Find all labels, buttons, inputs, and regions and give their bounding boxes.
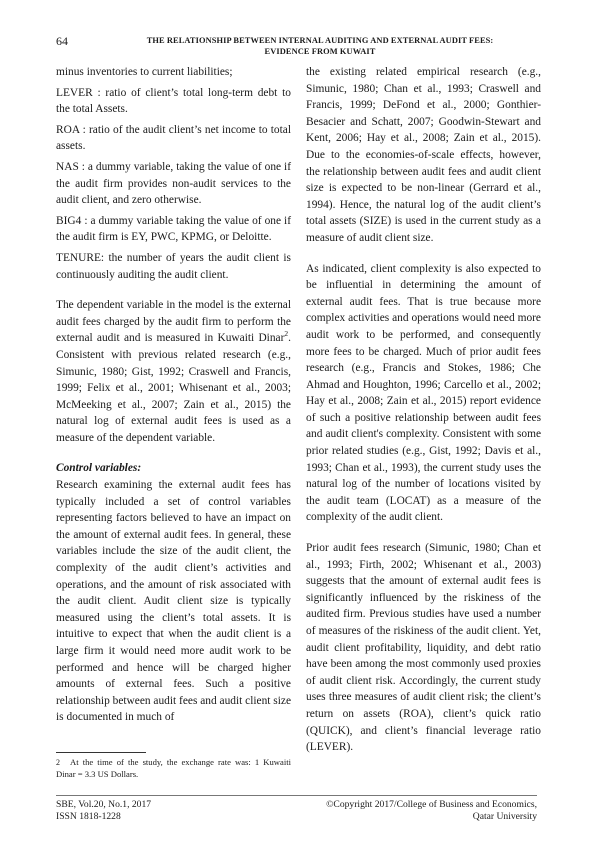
right-column: [306, 64, 541, 756]
paragraph-text: The dependent variable in the model is the external audit fees charged by the audit firm to perform the external audit and is measured in Kuwaiti Dinar: [56, 299, 291, 345]
footnote: [56, 757, 291, 780]
paragraph: the existing related empirical research (e.g., Simunic, 1980; Chan et al., 1993; Craswell and Francis, 1999; DeFond et al., 2000; Gonthier-Besacier and Schatt, 2007; Goodwin-Stewart and Kent, 2006; Hay et al., 2008; Zain et al., 2015). Due to the economies-of-scale effects, however, the relationship between audit fees and audit client size is expected to be non-linear (Gerrard et al., 1994). Hence, the natural log of the audit client’s total assets (SIZE) is used in the current study as a measure of audit client size.: [306, 66, 541, 244]
paragraph: As indicated, client complexity is also expected to be influential in determining the amount of external audit fees. That is true because more complex activities and operations would need more audit work to be performed, and consequently more fees to be charged. Much of prior audit fees research (e.g., Francis and Stokes, 1986; Che Ahmad and Houghton, 1996; Carcello et al., 2002; Hay et al., 2008; Zain et al., 2015) report evidence of such a positive relationship between audit fees and audit client's complexity. Consistent with some prior related studies (e.g., Gist, 1992; Davis et al., 1993; Chan et al., 1993), the current study uses the natural log of the number of locations visited by the audit team (LOCAT) as a measure of the complexity of the audit client.: [306, 262, 541, 524]
left-column: [56, 64, 291, 726]
paragraph-text: . Consistent with previous related research (e.g., Simunic, 1980; Gist, 1992; Craswell and Francis, 1999; Felix et al., 2001; Whisenant et al., 2003; McMeeking et al., 2007; Zain et al., 2015) the natural log of external audit fees is used as a measure of the dependent variable.: [56, 332, 291, 444]
footer-divider: [56, 795, 537, 796]
footnote-mark: 2: [56, 758, 60, 767]
paragraph: ROA : ratio of the audit client’s net income to total assets.: [56, 123, 291, 153]
footer-right: [326, 799, 537, 823]
paragraph: Research examining the external audit fees has typically included a set of control variables representing factors believed to have an impact on the amount of external audit fees. In general, these variables include the size of the audit client, the complexity of the audit client’s activities and operations, and the amount of risk associated with the audit client. Audit client size is typically measured using the client’s total assets. It is intuitive to expect that when the audit client is a large firm it would need more audit work to be performed and hence will be charged higher amounts of external fees. Such a positive relationship between audit fees and audit client size is documented in much of: [56, 479, 292, 724]
footnote-divider: [56, 752, 146, 753]
paragraph: TENURE: the number of years the audit client is continuously auditing the audit client.: [56, 251, 291, 281]
section-subheading: Control variables:: [56, 462, 142, 475]
footnote-text: At the time of the study, the exchange rate was: 1 Kuwaiti Dinar = 3.3 US Dollars.: [56, 757, 291, 779]
running-head: [110, 36, 530, 57]
running-head-line-2: EVIDENCE FROM KUWAIT: [264, 46, 376, 56]
copyright: ©Copyright 2017/College of Business and Economics,: [326, 799, 537, 810]
paragraph: BIG4 : a dummy variable taking the value of one if the audit firm is EY, PWC, KPMG, or Deloitte.: [56, 214, 291, 244]
paragraph: [56, 297, 291, 446]
journal-info: SBE, Vol.20, No.1, 2017: [56, 799, 152, 810]
university: Qatar University: [472, 811, 537, 822]
running-head-line-1: THE RELATIONSHIP BETWEEN INTERNAL AUDITING AND EXTERNAL AUDIT FEES:: [146, 36, 494, 45]
paragraph: LEVER : ratio of client’s total long-term debt to the total Assets.: [56, 86, 291, 116]
footnote-reference[interactable]: 2: [284, 329, 289, 339]
page-number: 64: [56, 34, 68, 48]
paragraph: minus inventories to current liabilities;: [56, 66, 233, 78]
paragraph: Prior audit fees research (Simunic, 1980; Chan et al., 1993; Firth, 2002; Whisenant et al., 2003) suggests that the amount of external audit fees is significantly influenced by the riskiness of the audited firm. Previous studies have used a number of measures of the riskiness of the audit client. Yet, audit client profitability, liquidity, and debt ratio have been among the most commonly used proxies of audit client risk. Accordingly, the current study uses three measures of audit client risk; the client’s return on assets (ROA), client’s quick ratio (QUICK), and client’s financial leverage ratio (LEVER).: [306, 542, 541, 754]
paragraph: NAS : a dummy variable, taking the value of one if the audit firm provides non-audit services to the audit client, and zero otherwise.: [56, 160, 291, 207]
issn: ISSN 1818-1228: [56, 811, 121, 822]
footer-left: [56, 799, 151, 823]
